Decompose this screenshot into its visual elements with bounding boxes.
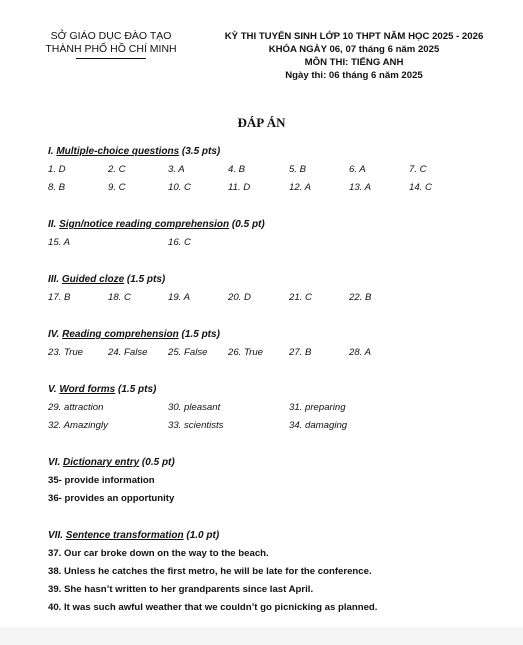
section-name: Reading comprehension [62,329,179,340]
answer-line: 35- provide information [48,475,155,486]
header-rule [76,58,146,59]
answer-item: 21. C [289,292,312,303]
answer-item: 32. Amazingly [48,420,108,431]
answer-item: 17. B [48,292,71,303]
answer-item: 19. A [168,292,191,303]
answer-item: 24. False [108,347,148,358]
answer-line: 37. Our car broke down on the way to the beach. [48,548,269,559]
section-prefix: III. [48,274,62,285]
section-prefix: VII. [48,530,66,541]
answer-item: 14. C [409,182,432,193]
answer-item: 12. A [289,182,312,193]
answer-item: 2. C [108,164,126,175]
answer-item: 28. A [349,347,372,358]
answer-item: 34. damaging [289,420,348,431]
section-prefix: IV. [48,329,63,340]
section-prefix: II. [48,219,60,230]
answer-line: 36- provides an opportunity [48,493,175,504]
answer-item: 4. B [228,164,246,175]
answer-item: 30. pleasant [168,402,221,413]
section-heading-4 [48,329,220,340]
answer-item: 25. False [168,347,208,358]
section-points: (1.0 pt) [183,530,220,541]
exam-info-block [196,30,512,82]
section-heading-6 [48,457,175,468]
answer-line: 40. It was such awful weather that we couldn’t go picnicking as planned. [48,602,378,613]
answer-item: 16. C [168,237,191,248]
section-points: (1.5 pts) [115,384,157,395]
answer-item: 15. A [48,237,71,248]
section-points: (0.5 pt) [139,457,175,468]
department-name: SỞ GIÁO DỤC ĐÀO TẠO [50,30,172,42]
city-name: THÀNH PHỐ HỒ CHÍ MINH [45,43,177,55]
section-points: (1.5 pts) [124,274,166,285]
section-heading-2 [48,219,265,230]
answer-item: 22. B [349,292,372,303]
answer-item: 23. True [48,347,84,358]
exam-subject: MÔN THI: TIẾNG ANH [304,57,404,68]
section-points: (0.5 pt) [229,219,265,230]
exam-session: KHÓA NGÀY 06, 07 tháng 6 năm 2025 [268,44,440,55]
exam-date: Ngày thi: 06 tháng 6 năm 2025 [285,70,423,81]
section-points: (1.5 pts) [178,329,220,340]
answer-item: 10. C [168,182,191,193]
section-name: Sentence transformation [65,530,184,541]
section-name: Dictionary entry [63,457,140,468]
answer-line: 39. She hasn’t written to her grandparents since last April. [48,584,314,595]
answer-item: 8. B [48,182,66,193]
section-points: (3.5 pts) [179,146,221,157]
section-heading-1 [48,146,220,157]
answer-item: 26. True [228,347,264,358]
answer-item: 13. A [349,182,372,193]
page-title: ĐÁP ÁN [237,115,286,130]
answer-item: 3. A [168,164,185,175]
answer-item: 33. scientists [168,420,224,431]
section-heading-5 [48,384,156,395]
section-prefix: VI. [48,457,64,468]
answer-item: 1. D [48,164,66,175]
answer-item: 9. C [108,182,126,193]
answer-item: 7. C [409,164,427,175]
answer-item: 20. D [228,292,251,303]
section-heading-3 [48,274,165,285]
section-name: Word forms [59,384,116,395]
answer-item: 5. B [289,164,307,175]
answer-item: 31. preparing [289,402,346,413]
section-name: Sign/notice reading comprehension [59,219,230,230]
exam-title: KỲ THI TUYỂN SINH LỚP 10 THPT NĂM HỌC 2025 - 2026 [224,31,484,42]
answer-line: 38. Unless he catches the first metro, he will be late for the conference. [48,566,372,577]
answer-item: 29. attraction [48,402,104,413]
section-name: Multiple-choice questions [56,146,180,157]
answer-item: 6. A [349,164,366,175]
answer-item: 11. D [228,182,251,193]
section-prefix: V. [48,384,60,395]
section-heading-7 [48,530,219,541]
section-name: Guided cloze [61,274,125,285]
issuer-block [36,30,186,59]
page-footer-band [0,627,523,645]
section-prefix: I. [48,146,57,157]
answer-item: 18. C [108,292,131,303]
answer-item: 27. B [289,347,312,358]
